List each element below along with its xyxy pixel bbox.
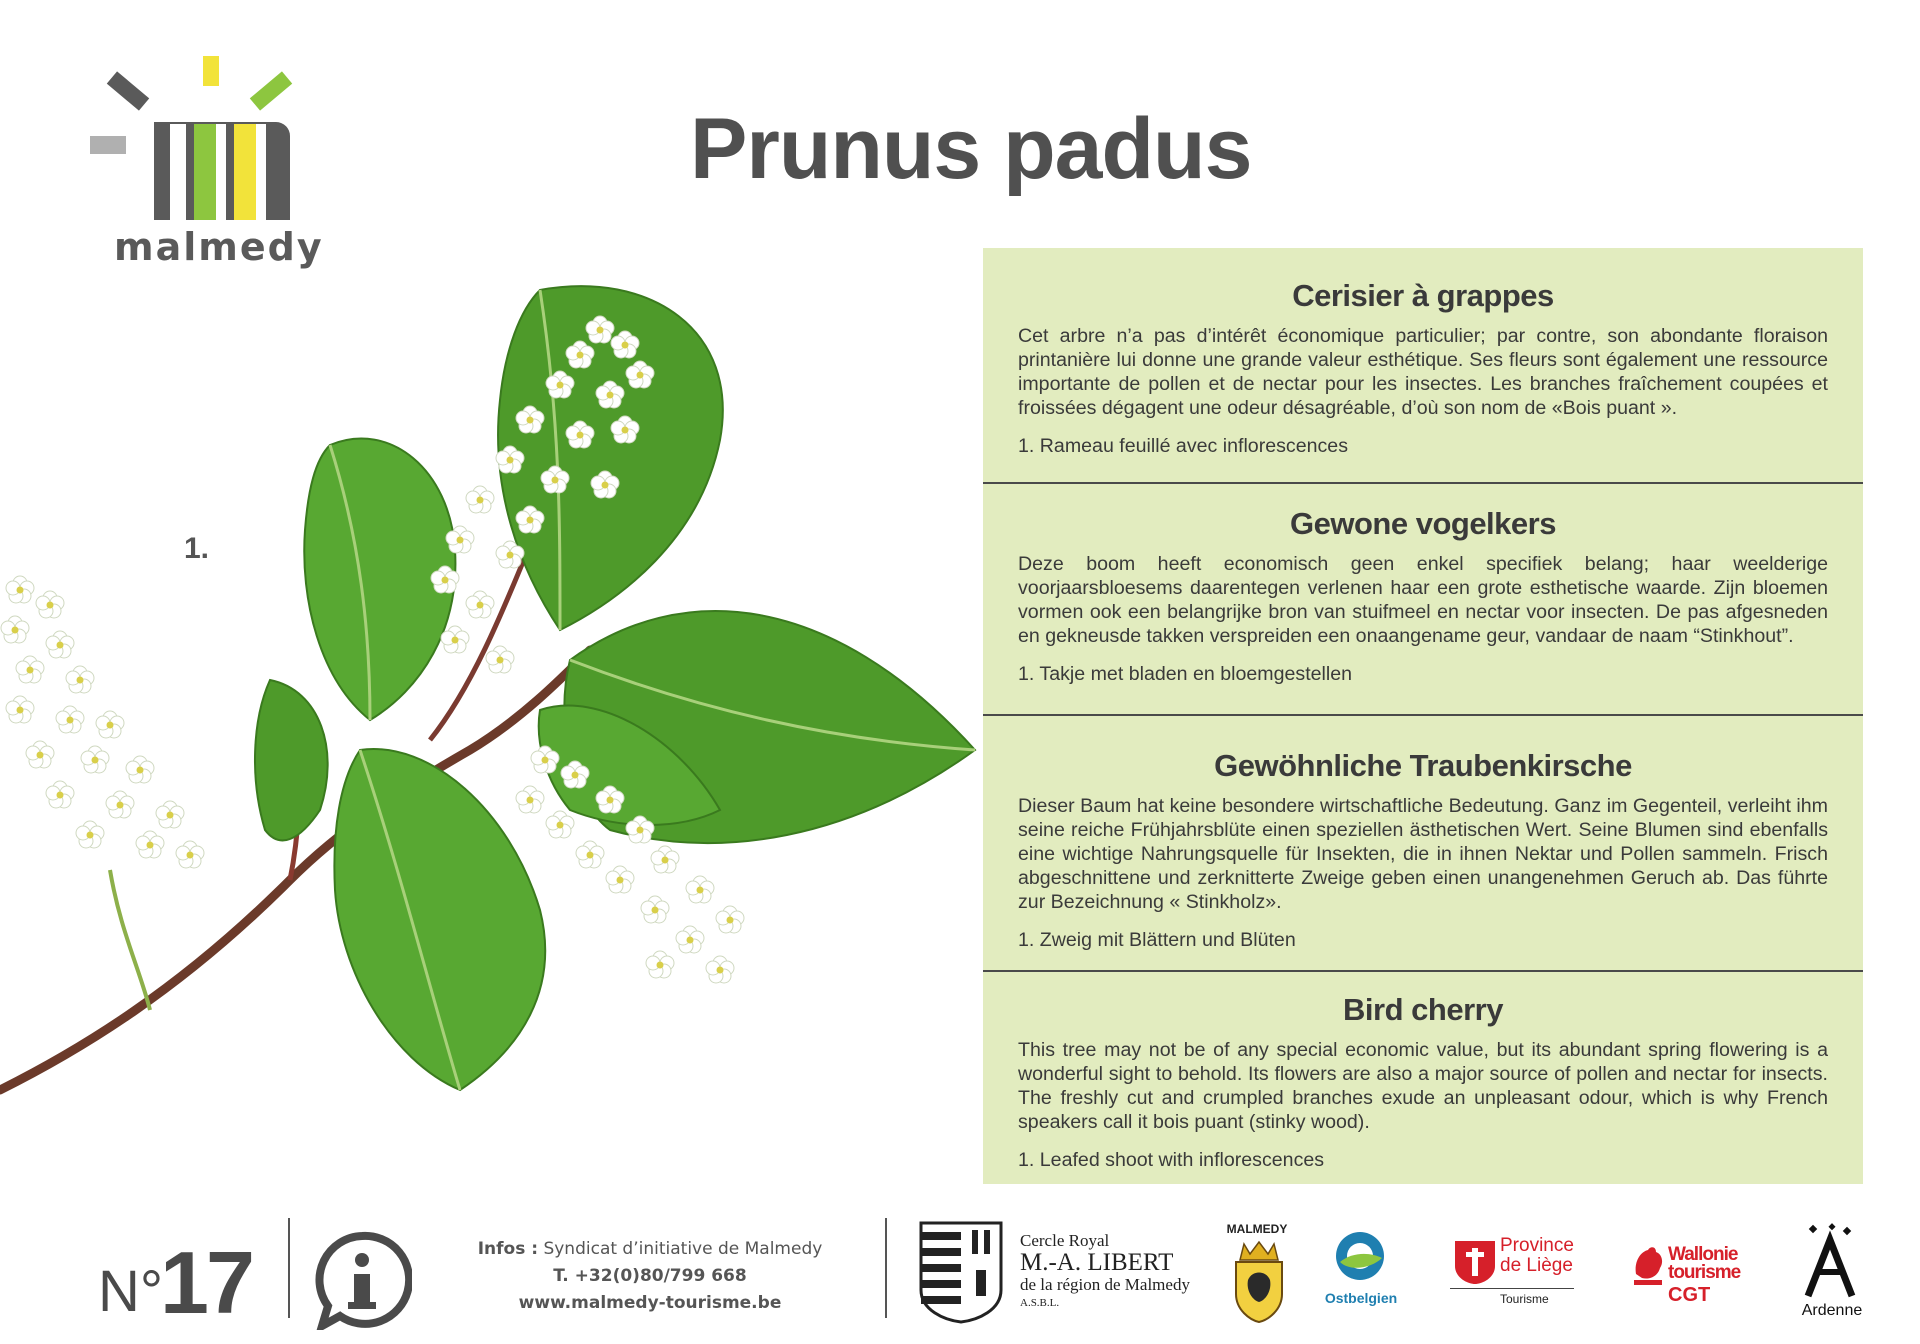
ostbelgien-label: Ostbelgien	[1324, 1290, 1398, 1306]
section-body: Deze boom heeft economisch geen enkel specifiek belang; haar weelderige voorjaarsbloesems daarentegen verlenen haar een grote esthetische waarde. Zijn bloemen vormen ook een belangrijke bron van stuifmeel en nectar voor insecten. De pas afgesneden en gekneusde takken verspreiden een onaangename geur, vandaar de naam “Stinkhout”.	[1018, 553, 1828, 647]
section-german	[983, 716, 1863, 972]
wallonie-line1: Wallonie	[1668, 1244, 1738, 1265]
section-title: Gewöhnliche Traubenkirsche	[1214, 748, 1632, 783]
logo-wordmark: malmedy	[114, 225, 324, 269]
logo-yellow-dash	[203, 56, 219, 86]
province-line3: Tourisme	[1500, 1292, 1549, 1306]
wallonie-line3: CGT	[1668, 1284, 1711, 1306]
logo-light-dash	[90, 136, 126, 154]
malmedy-crest-label: MALMEDY	[1226, 1222, 1288, 1236]
malmedy-crest-icon[interactable]	[1228, 1240, 1290, 1324]
section-body: This tree may not be of any special economic value, but its abundant spring flowering is a wonderful sight to behold. Its flowers are also a major source of pollen and nectar for insects. The freshly cut and crumpled branches exude an unpleasant odour, which is why French speakers call it bois puant (stinky wood).	[1018, 1039, 1828, 1133]
infos-org: Syndicat d’initiative de Malmedy	[543, 1239, 823, 1259]
ostbelgien-icon[interactable]	[1326, 1228, 1394, 1286]
page-title: Prunus padus	[690, 101, 1252, 197]
section-french	[983, 278, 1863, 484]
section-body: Cet arbre n’a pas d’intérêt économique particulier; par contre, son abondante floraison printanière lui donne une grande valeur esthétique. Ses fleurs sont également une ressource importante de pollen et de nectar pour les insectes. Les branches fraîchement coupées et froissées dégagent une odeur désagréable, d’où son nom de «Bois puant ».	[1018, 325, 1828, 419]
ardenne-icon[interactable]	[1800, 1222, 1860, 1298]
section-caption: 1. Takje met bladen en bloemgestellen	[1018, 663, 1353, 685]
province-liege-icon[interactable]	[1452, 1238, 1498, 1286]
section-title: Cerisier à grappes	[1292, 278, 1554, 313]
divider	[288, 1218, 290, 1318]
figure-label: 1.	[184, 532, 210, 565]
phone[interactable]: T. +32(0)80/799 668	[553, 1266, 747, 1286]
section-title: Bird cherry	[1343, 992, 1503, 1027]
logo-m-yellow	[234, 124, 256, 220]
cercle-line1: Cercle Royal	[1020, 1231, 1110, 1250]
logo-green-dash	[250, 71, 292, 110]
logo-m-shape	[154, 122, 290, 220]
cercle-line4: A.S.B.L.	[1020, 1297, 1060, 1309]
province-rule	[1450, 1288, 1574, 1289]
section-caption: 1. Zweig mit Blättern und Blüten	[1018, 929, 1296, 951]
cercle-royal-text[interactable]	[1020, 1232, 1190, 1312]
cercle-line2: M.-A. LIBERT	[1020, 1249, 1174, 1276]
website-link[interactable]: www.malmedy-tourisme.be	[518, 1293, 782, 1313]
info-icon	[312, 1230, 412, 1330]
leaf	[255, 680, 328, 840]
infos-label: Infos :	[477, 1239, 539, 1259]
province-line1: Province	[1500, 1235, 1574, 1256]
section-body: Dieser Baum hat keine besondere wirtschaftliche Bedeutung. Ganz im Gegenteil, verleiht ihm seine reiche Frühjahrsblüte einen speziellen ästhetischen Wert. Seine Blumen sind ebenfalls eine wichtige Nahrungsquelle für Insekten, die in ihnen Nektar und Pollen sammeln. Frisch abgeschnittene und zerknitterte Zweige geben einen unangenehmen Geruch ab. Das führte zur Bezeichnung « Stinkholz».	[1018, 795, 1828, 913]
cercle-line3: de la région de Malmedy	[1020, 1275, 1190, 1294]
cercle-royal-shield-icon[interactable]	[918, 1220, 1004, 1324]
section-caption: 1. Rameau feuillé avec inflorescences	[1018, 435, 1349, 457]
footer	[0, 1210, 1920, 1340]
number-prefix: N°	[98, 1259, 164, 1324]
section-title: Gewone vogelkers	[1290, 506, 1556, 541]
wallonie-line2: tourisme	[1668, 1262, 1741, 1283]
province-line2: de Liège	[1500, 1255, 1573, 1276]
board-number: 17	[160, 1233, 252, 1332]
contact-info	[470, 1236, 830, 1317]
logo-gray-dash	[107, 71, 149, 110]
section-dutch	[983, 484, 1863, 716]
ardenne-label: Ardenne	[1801, 1302, 1863, 1319]
province-liege-text[interactable]	[1500, 1236, 1574, 1276]
flower-cluster	[1, 576, 204, 868]
wallonie-rooster-icon[interactable]	[1630, 1244, 1666, 1286]
section-caption: 1. Leafed shoot with inflorescences	[1018, 1149, 1325, 1171]
leaf	[334, 749, 545, 1090]
divider	[885, 1218, 887, 1318]
plant-illustration	[0, 270, 980, 1110]
flower-stem	[110, 870, 150, 1010]
logo-m-green	[194, 124, 216, 220]
description-panel	[983, 248, 1863, 1184]
section-english	[983, 972, 1863, 1184]
